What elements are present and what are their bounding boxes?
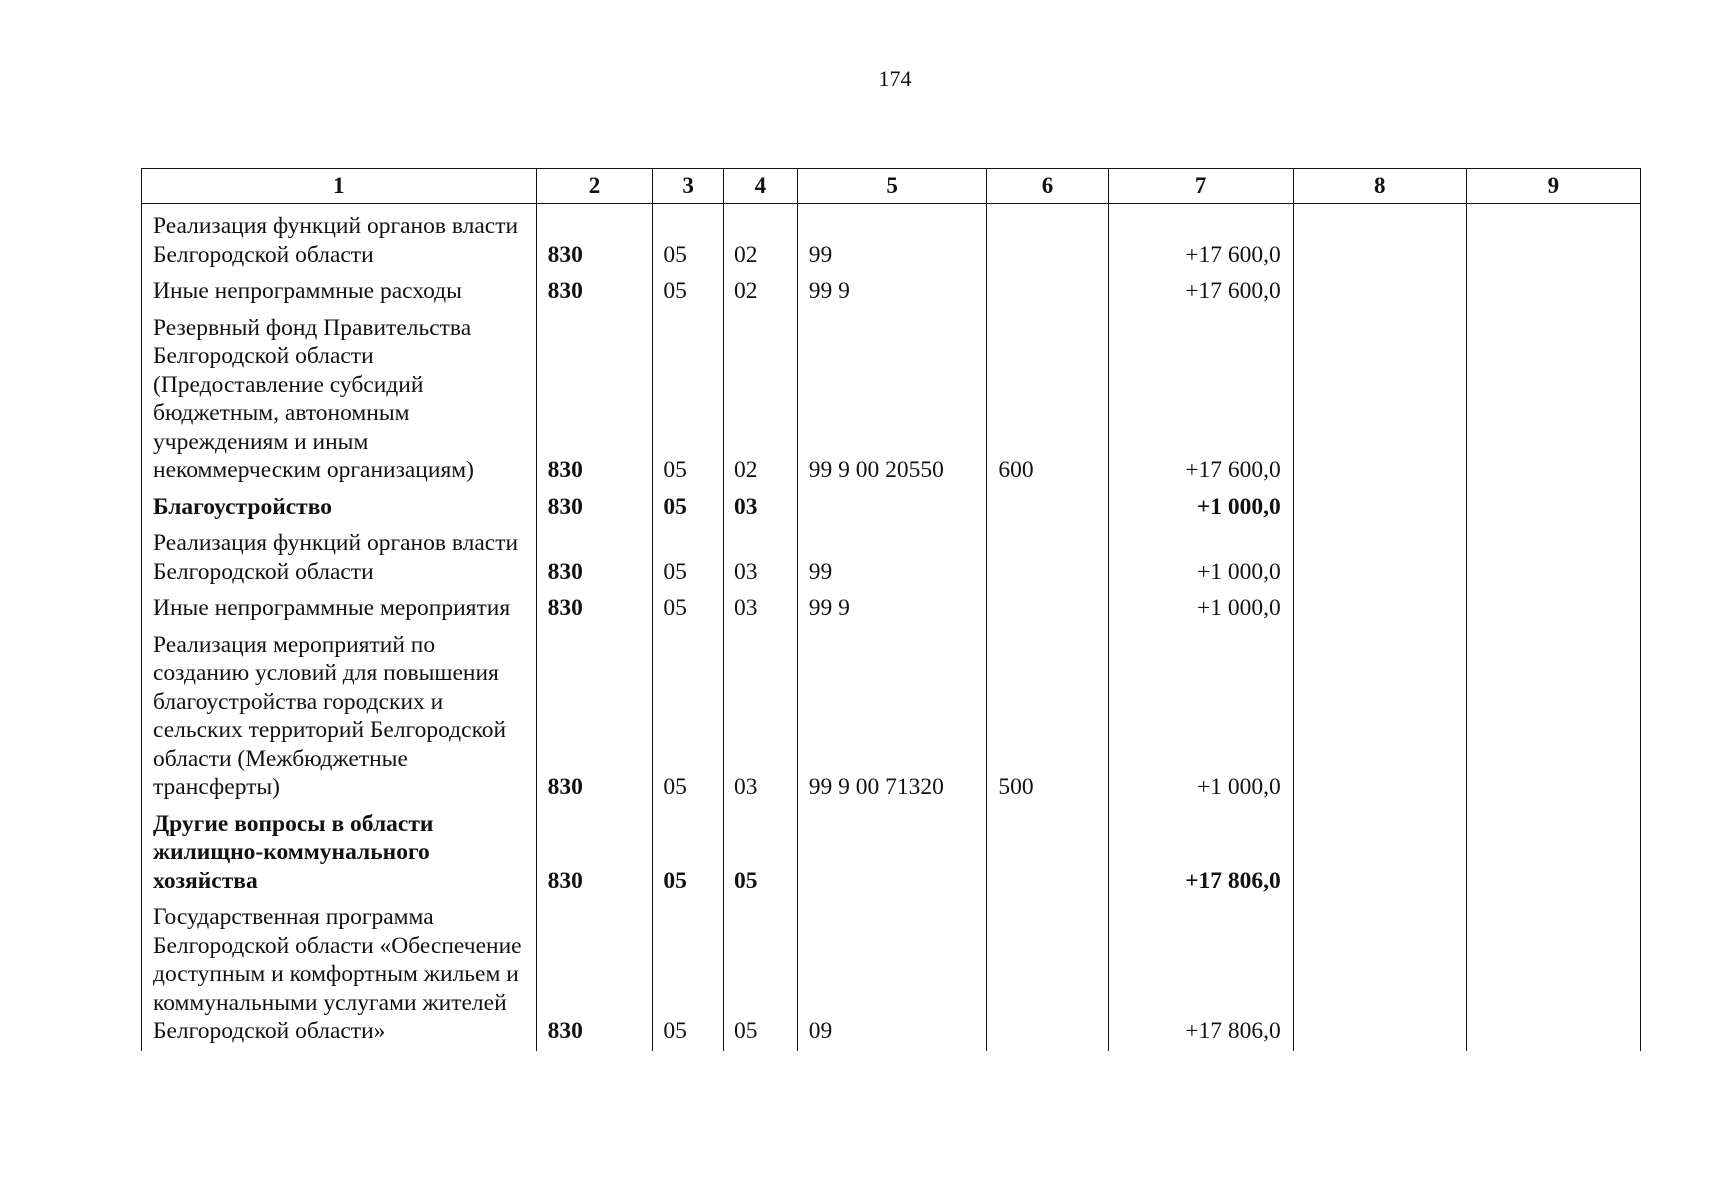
table-row — [142, 204, 1641, 275]
row-name-cell: Резервный фонд Правительства Белгородской области (Предоставление субсидий бюджетным, автономным учреждениям и иным некоммерческим организациям) — [142, 311, 537, 490]
row-col9-cell — [1466, 807, 1640, 901]
row-section-cell: 05 — [653, 807, 724, 901]
row-expense-type-cell — [987, 807, 1108, 901]
row-ved-cell: 830 — [536, 204, 653, 275]
row-name-cell: Реализация функций органов власти Белгородской области — [142, 204, 537, 275]
row-col8-cell — [1293, 274, 1466, 311]
row-target-article-cell: 99 — [797, 526, 987, 591]
row-col9-cell — [1466, 311, 1640, 490]
row-col8-cell — [1293, 490, 1466, 527]
row-section-cell: 05 — [653, 526, 724, 591]
row-target-article-cell: 99 9 00 20550 — [797, 311, 987, 490]
row-expense-type-cell — [987, 900, 1108, 1051]
table-row — [142, 490, 1641, 527]
column-header: 1 — [142, 169, 537, 204]
row-col9-cell — [1466, 490, 1640, 527]
table-row — [142, 311, 1641, 490]
row-ved-cell: 830 — [536, 628, 653, 807]
row-amount-cell: +17 600,0 — [1108, 311, 1293, 490]
table-row — [142, 274, 1641, 311]
row-col8-cell — [1293, 900, 1466, 1051]
row-subsection-cell: 05 — [723, 807, 797, 901]
row-target-article-cell — [797, 490, 987, 527]
row-ved-cell: 830 — [536, 311, 653, 490]
row-target-article-cell: 99 — [797, 204, 987, 275]
row-expense-type-cell — [987, 526, 1108, 591]
row-section-cell: 05 — [653, 274, 724, 311]
row-col8-cell — [1293, 591, 1466, 628]
row-section-cell: 05 — [653, 204, 724, 275]
row-section-cell: 05 — [653, 628, 724, 807]
row-target-article-cell: 99 9 — [797, 591, 987, 628]
row-col8-cell — [1293, 311, 1466, 490]
row-col9-cell — [1466, 274, 1640, 311]
row-name-cell: Иные непрограммные мероприятия — [142, 591, 537, 628]
row-ved-cell: 830 — [536, 490, 653, 527]
table-row — [142, 591, 1641, 628]
column-header: 9 — [1466, 169, 1640, 204]
row-col9-cell — [1466, 526, 1640, 591]
row-name-cell: Реализация функций органов власти Белгородской области — [142, 526, 537, 591]
row-name-cell: Благоустройство — [142, 490, 537, 527]
row-col9-cell — [1466, 204, 1640, 275]
row-section-cell: 05 — [653, 591, 724, 628]
table-row — [142, 807, 1641, 901]
row-target-article-cell: 99 9 — [797, 274, 987, 311]
table-header-row — [142, 169, 1641, 204]
row-ved-cell: 830 — [536, 591, 653, 628]
row-target-article-cell — [797, 807, 987, 901]
row-col8-cell — [1293, 526, 1466, 591]
row-ved-cell: 830 — [536, 526, 653, 591]
row-ved-cell: 830 — [536, 900, 653, 1051]
row-subsection-cell: 03 — [723, 526, 797, 591]
budget-table — [141, 168, 1641, 1051]
row-amount-cell: +1 000,0 — [1108, 490, 1293, 527]
page-number: 174 — [878, 66, 912, 91]
row-col8-cell — [1293, 628, 1466, 807]
row-amount-cell: +17 600,0 — [1108, 204, 1293, 275]
column-header: 7 — [1108, 169, 1293, 204]
row-amount-cell: +17 806,0 — [1108, 807, 1293, 901]
row-subsection-cell: 03 — [723, 490, 797, 527]
row-amount-cell: +1 000,0 — [1108, 526, 1293, 591]
row-col9-cell — [1466, 591, 1640, 628]
row-col8-cell — [1293, 807, 1466, 901]
row-col8-cell — [1293, 204, 1466, 275]
row-amount-cell: +17 600,0 — [1108, 274, 1293, 311]
row-section-cell: 05 — [653, 490, 724, 527]
row-expense-type-cell — [987, 274, 1108, 311]
table-row — [142, 628, 1641, 807]
row-subsection-cell: 05 — [723, 900, 797, 1051]
row-target-article-cell: 09 — [797, 900, 987, 1051]
row-target-article-cell: 99 9 00 71320 — [797, 628, 987, 807]
row-name-cell: Реализация мероприятий по созданию условий для повышения благоустройства городских и сельских территорий Белгородской области (Межбюджетные трансферты) — [142, 628, 537, 807]
row-subsection-cell: 02 — [723, 311, 797, 490]
row-expense-type-cell: 500 — [987, 628, 1108, 807]
column-header: 2 — [536, 169, 653, 204]
row-subsection-cell: 02 — [723, 204, 797, 275]
row-subsection-cell: 02 — [723, 274, 797, 311]
table-body — [142, 204, 1641, 1051]
row-name-cell: Государственная программа Белгородской области «Обеспечение доступным и комфортным жильем и коммунальными услугами жителей Белгородской области» — [142, 900, 537, 1051]
column-header: 8 — [1293, 169, 1466, 204]
row-section-cell: 05 — [653, 311, 724, 490]
row-section-cell: 05 — [653, 900, 724, 1051]
row-expense-type-cell — [987, 490, 1108, 527]
table-row — [142, 900, 1641, 1051]
row-subsection-cell: 03 — [723, 591, 797, 628]
row-amount-cell: +1 000,0 — [1108, 591, 1293, 628]
row-name-cell: Другие вопросы в области жилищно-коммунального хозяйства — [142, 807, 537, 901]
table-row — [142, 526, 1641, 591]
row-col9-cell — [1466, 900, 1640, 1051]
row-expense-type-cell — [987, 204, 1108, 275]
row-subsection-cell: 03 — [723, 628, 797, 807]
row-ved-cell: 830 — [536, 807, 653, 901]
row-name-cell: Иные непрограммные расходы — [142, 274, 537, 311]
column-header: 6 — [987, 169, 1108, 204]
column-header: 4 — [723, 169, 797, 204]
row-col9-cell — [1466, 628, 1640, 807]
column-header: 5 — [797, 169, 987, 204]
row-expense-type-cell: 600 — [987, 311, 1108, 490]
row-amount-cell: +17 806,0 — [1108, 900, 1293, 1051]
column-header: 3 — [653, 169, 724, 204]
row-expense-type-cell — [987, 591, 1108, 628]
row-ved-cell: 830 — [536, 274, 653, 311]
row-amount-cell: +1 000,0 — [1108, 628, 1293, 807]
